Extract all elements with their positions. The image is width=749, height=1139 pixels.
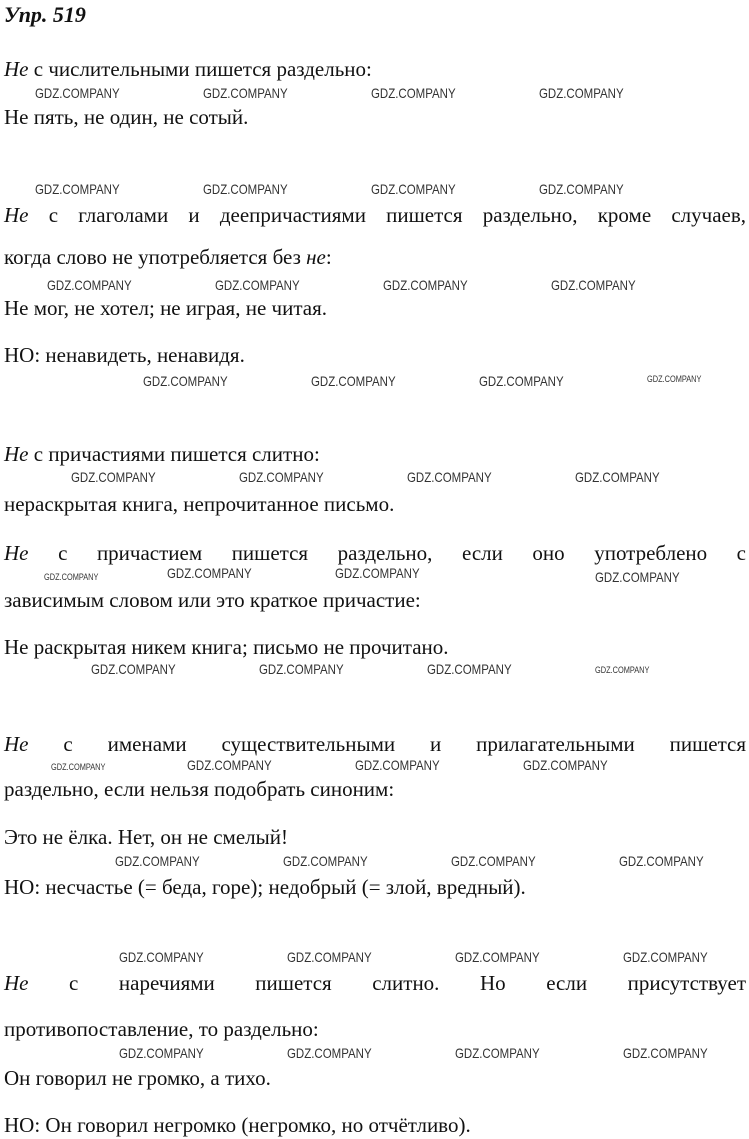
- watermark: GDZ.COMPANY: [167, 565, 252, 581]
- watermark: GDZ.COMPANY: [35, 85, 120, 101]
- watermark: GDZ.COMPANY: [287, 1045, 372, 1061]
- rule-text: :: [325, 245, 332, 269]
- rule-text: с причастиями пишется слитно:: [33, 442, 320, 466]
- rule-line: [4, 56, 372, 82]
- watermark: GDZ.COMPANY: [203, 85, 288, 101]
- example-line: Не раскрытая никем книга; письмо не прочитано.: [4, 635, 449, 659]
- watermark: GDZ.COMPANY: [187, 757, 272, 773]
- example-line: НО: ненавидеть, ненавидя.: [4, 343, 245, 367]
- watermark: GDZ.COMPANY: [623, 1045, 708, 1061]
- example-line: Это не ёлка. Нет, он не смелый!: [4, 825, 288, 849]
- watermark: GDZ.COMPANY: [371, 85, 456, 101]
- watermark: GDZ.COMPANY: [539, 85, 624, 101]
- example-line: раздельно, если нельзя подобрать синоним:: [4, 777, 395, 801]
- watermark: GDZ.COMPANY: [91, 661, 176, 677]
- watermark: GDZ.COMPANY: [623, 949, 708, 965]
- watermark: GDZ.COMPANY: [619, 853, 704, 869]
- watermark: GDZ.COMPANY: [259, 661, 344, 677]
- example-line: нераскрытая книга, непрочитанное письмо.: [4, 492, 395, 516]
- watermark: GDZ.COMPANY: [215, 277, 300, 293]
- watermark: GDZ.COMPANY: [407, 469, 492, 485]
- rule-text: с наречиями пишется слитно. Но если присутствует: [69, 971, 746, 995]
- watermark: GDZ.COMPANY: [44, 572, 99, 582]
- watermark: GDZ.COMPANY: [371, 181, 456, 197]
- watermark: GDZ.COMPANY: [479, 373, 564, 389]
- watermark: GDZ.COMPANY: [455, 1045, 540, 1061]
- rule-text: с глаголами и деепричастиями пишется раздельно, кроме случаев,: [48, 203, 747, 227]
- watermark: GDZ.COMPANY: [451, 853, 536, 869]
- watermark: GDZ.COMPANY: [143, 373, 228, 389]
- watermark: GDZ.COMPANY: [115, 853, 200, 869]
- rule-text: когда слово не употребляется без: [4, 245, 307, 269]
- watermark: GDZ.COMPANY: [335, 565, 420, 581]
- watermark: GDZ.COMPANY: [647, 374, 702, 384]
- watermark: GDZ.COMPANY: [119, 949, 204, 965]
- watermark: GDZ.COMPANY: [551, 277, 636, 293]
- watermark: GDZ.COMPANY: [239, 469, 324, 485]
- watermark: GDZ.COMPANY: [287, 949, 372, 965]
- watermark: GDZ.COMPANY: [51, 762, 106, 772]
- watermark: GDZ.COMPANY: [355, 757, 440, 773]
- example-line: НО: несчастье (= беда, горе); недобрый (= злой, вредный).: [4, 875, 526, 899]
- watermark: GDZ.COMPANY: [71, 469, 156, 485]
- rule-line: [4, 970, 746, 996]
- example-line: Не пять, не один, не сотый.: [4, 105, 249, 129]
- rule-text: с именами существительными и прилагательными пишется: [63, 732, 746, 756]
- watermark: GDZ.COMPANY: [427, 661, 512, 677]
- rule-lead: Не: [4, 57, 29, 81]
- rule-lead: Не: [4, 203, 29, 227]
- rule-lead: Не: [4, 541, 29, 565]
- watermark: GDZ.COMPANY: [119, 1045, 204, 1061]
- rule-lead: Не: [4, 971, 29, 995]
- watermark: GDZ.COMPANY: [539, 181, 624, 197]
- rule-line: [4, 731, 746, 757]
- watermark: GDZ.COMPANY: [203, 181, 288, 197]
- example-line: Он говорил не громко, а тихо.: [4, 1066, 271, 1090]
- rule-lead: Не: [4, 442, 29, 466]
- rule-line: [4, 540, 746, 566]
- rule-line: [4, 441, 320, 467]
- example-line: НО: Он говорил негромко (негромко, но отчётливо).: [4, 1113, 471, 1137]
- watermark: GDZ.COMPANY: [595, 569, 680, 585]
- watermark: GDZ.COMPANY: [283, 853, 368, 869]
- watermark: GDZ.COMPANY: [383, 277, 468, 293]
- watermark: GDZ.COMPANY: [523, 757, 608, 773]
- example-line: зависимым словом или это краткое причастие:: [4, 588, 421, 612]
- rule-text: с числительными пишется раздельно:: [33, 57, 372, 81]
- example-line: противопоставление, то раздельно:: [4, 1017, 319, 1041]
- rule-emphasis: не: [306, 245, 326, 269]
- watermark: GDZ.COMPANY: [455, 949, 540, 965]
- watermark: GDZ.COMPANY: [575, 469, 660, 485]
- watermark: GDZ.COMPANY: [311, 373, 396, 389]
- rule-text: с причастием пишется раздельно, если оно употреблено с: [58, 541, 746, 565]
- exercise-title: Упр. 519: [4, 2, 86, 27]
- watermark: GDZ.COMPANY: [47, 277, 132, 293]
- example-line: Не мог, не хотел; не играя, не читая.: [4, 296, 327, 320]
- watermark: GDZ.COMPANY: [35, 181, 120, 197]
- rule-line: [4, 202, 746, 228]
- rule-line: [4, 244, 332, 270]
- watermark: GDZ.COMPANY: [595, 665, 650, 675]
- rule-lead: Не: [4, 732, 29, 756]
